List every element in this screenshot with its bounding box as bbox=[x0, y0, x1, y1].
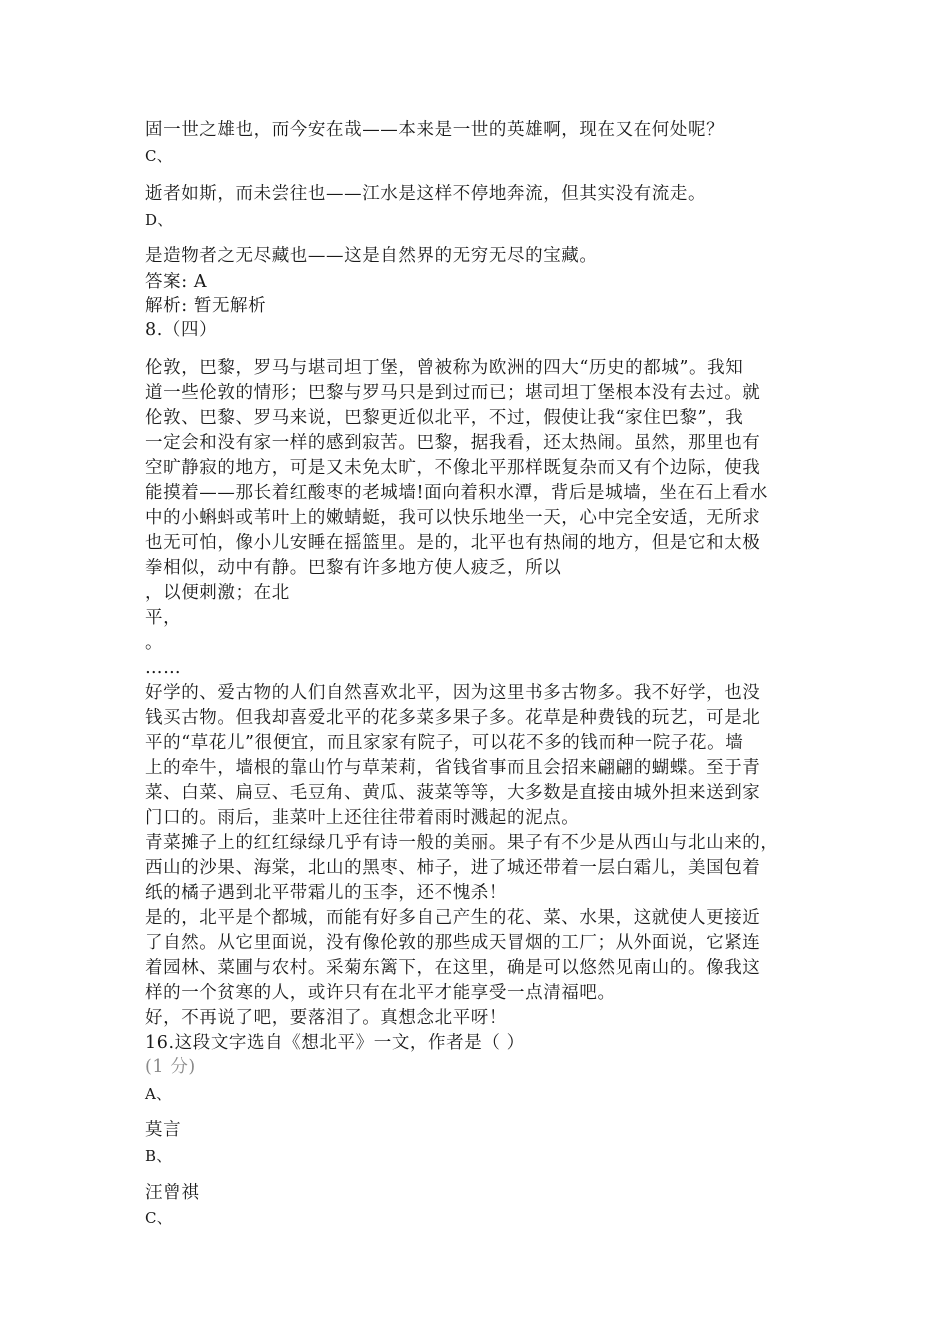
option-c-label-16: C、 bbox=[145, 1209, 173, 1227]
option-b-text-16: 汪曾祺 bbox=[145, 1183, 200, 1203]
passage-line: 中的小蝌蚪或苇叶上的嫩蜻蜓，我可以快乐地坐一天，心中完全安适，无所求 bbox=[145, 508, 761, 528]
analysis: 解析: 暂无解析 bbox=[145, 296, 267, 316]
passage-line: 青菜摊子上的红红绿绿几乎有诗一般的美丽。果子有不少是从西山与北山来的， bbox=[145, 833, 779, 853]
section-heading: 8.（四） bbox=[145, 320, 218, 340]
passage-line: 平， bbox=[145, 608, 182, 628]
passage-line: 能摸着——那长着红酸枣的老城墙!面向着积水潭，背后是城墙，坐在石上看水 bbox=[145, 483, 769, 503]
passage-line: 好学的、爱古物的人们自然喜欢北平，因为这里书多古物多。我不好学，也没 bbox=[145, 683, 761, 703]
passage-line: 道一些伦敦的情形；巴黎与罗马只是到过而已；堪司坦丁堡根本没有去过。就 bbox=[145, 383, 761, 403]
option-d-text: 是造物者之无尽藏也——这是自然界的无穷无尽的宝藏。 bbox=[145, 246, 598, 266]
option-c-text: 逝者如斯，而未尝往也——江水是这样不停地奔流，但其实没有流走。 bbox=[145, 184, 707, 204]
question-16-stem: 16.这段文字选自《想北平》一文，作者是（ ） bbox=[145, 1033, 525, 1053]
passage-line: 是的，北平是个都城，而能有好多自己产生的花、菜、水果，这就使人更接近 bbox=[145, 908, 761, 928]
option-b-label: B、 bbox=[145, 1147, 172, 1165]
passage-line: 菜、白菜、扁豆、毛豆角、黄瓜、菠菜等等，大多数是直接由城外担来送到家 bbox=[145, 783, 761, 803]
option-c-label: C、 bbox=[145, 147, 173, 165]
passage-line: 了自然。从它里面说，没有像伦敦的那些成天冒烟的工厂；从外面说，它紧连 bbox=[145, 933, 761, 953]
question-16-score: (1 分) bbox=[145, 1057, 196, 1077]
passage-line: 伦敦、巴黎、罗马来说，巴黎更近似北平，不过，假使让我“家住巴黎”，我 bbox=[145, 408, 744, 428]
passage-line: …… bbox=[145, 658, 182, 678]
passage-line: 也无可怕，像小儿安睡在摇篮里。是的，北平也有热闹的地方，但是它和太极 bbox=[145, 533, 761, 553]
passage-line: 样的一个贫寒的人，或许只有在北平才能享受一点清福吧。 bbox=[145, 983, 616, 1003]
option-a-text: 莫言 bbox=[145, 1120, 182, 1140]
option-d-label: D、 bbox=[145, 211, 173, 229]
passage-line: 。 bbox=[145, 633, 164, 653]
passage-line: 一定会和没有家一样的感到寂苦。巴黎，据我看，还太热闹。虽然，那里也有 bbox=[145, 433, 761, 453]
passage-line: 门口的。雨后，韭菜叶上还往往带着雨时溅起的泥点。 bbox=[145, 808, 580, 828]
passage-line: 好，不再说了吧，要落泪了。真想念北平呀！ bbox=[145, 1008, 507, 1028]
passage-line: 着园林、菜圃与农村。采菊东篱下，在这里，确是可以悠然见南山的。像我这 bbox=[145, 958, 761, 978]
passage-line: 伦敦，巴黎，罗马与堪司坦丁堡，曾被称为欧洲的四大“历史的都城”。我知 bbox=[145, 358, 744, 378]
option-b-text: 固一世之雄也，而今安在哉——本来是一世的英雄啊，现在又在何处呢？ bbox=[145, 120, 725, 140]
passage-line: 纸的橘子遇到北平带霜儿的玉李，还不愧杀！ bbox=[145, 883, 507, 903]
passage-line: ，以便刺激；在北 bbox=[145, 583, 290, 603]
passage-line: 上的牵牛，墙根的靠山竹与草茉莉，省钱省事而且会招来翩翩的蝴蝶。至于青 bbox=[145, 758, 761, 778]
passage-line: 钱买古物。但我却喜爱北平的花多菜多果子多。花草是种费钱的玩艺，可是北 bbox=[145, 708, 761, 728]
answer: 答案: A bbox=[145, 272, 208, 292]
passage-line: 平的“草花儿”很便宜，而且家家有院子，可以花不多的钱而种一院子花。墙 bbox=[145, 733, 744, 753]
passage-line: 拳相似，动中有静。巴黎有许多地方使人疲乏，所以 bbox=[145, 558, 562, 578]
passage-line: 西山的沙果、海棠，北山的黑枣、柿子，进了城还带着一层白霜儿，美国包着 bbox=[145, 858, 761, 878]
passage-line: 空旷静寂的地方，可是又未免太旷，不像北平那样既复杂而又有个边际，使我 bbox=[145, 458, 761, 478]
option-a-label: A、 bbox=[145, 1085, 172, 1103]
